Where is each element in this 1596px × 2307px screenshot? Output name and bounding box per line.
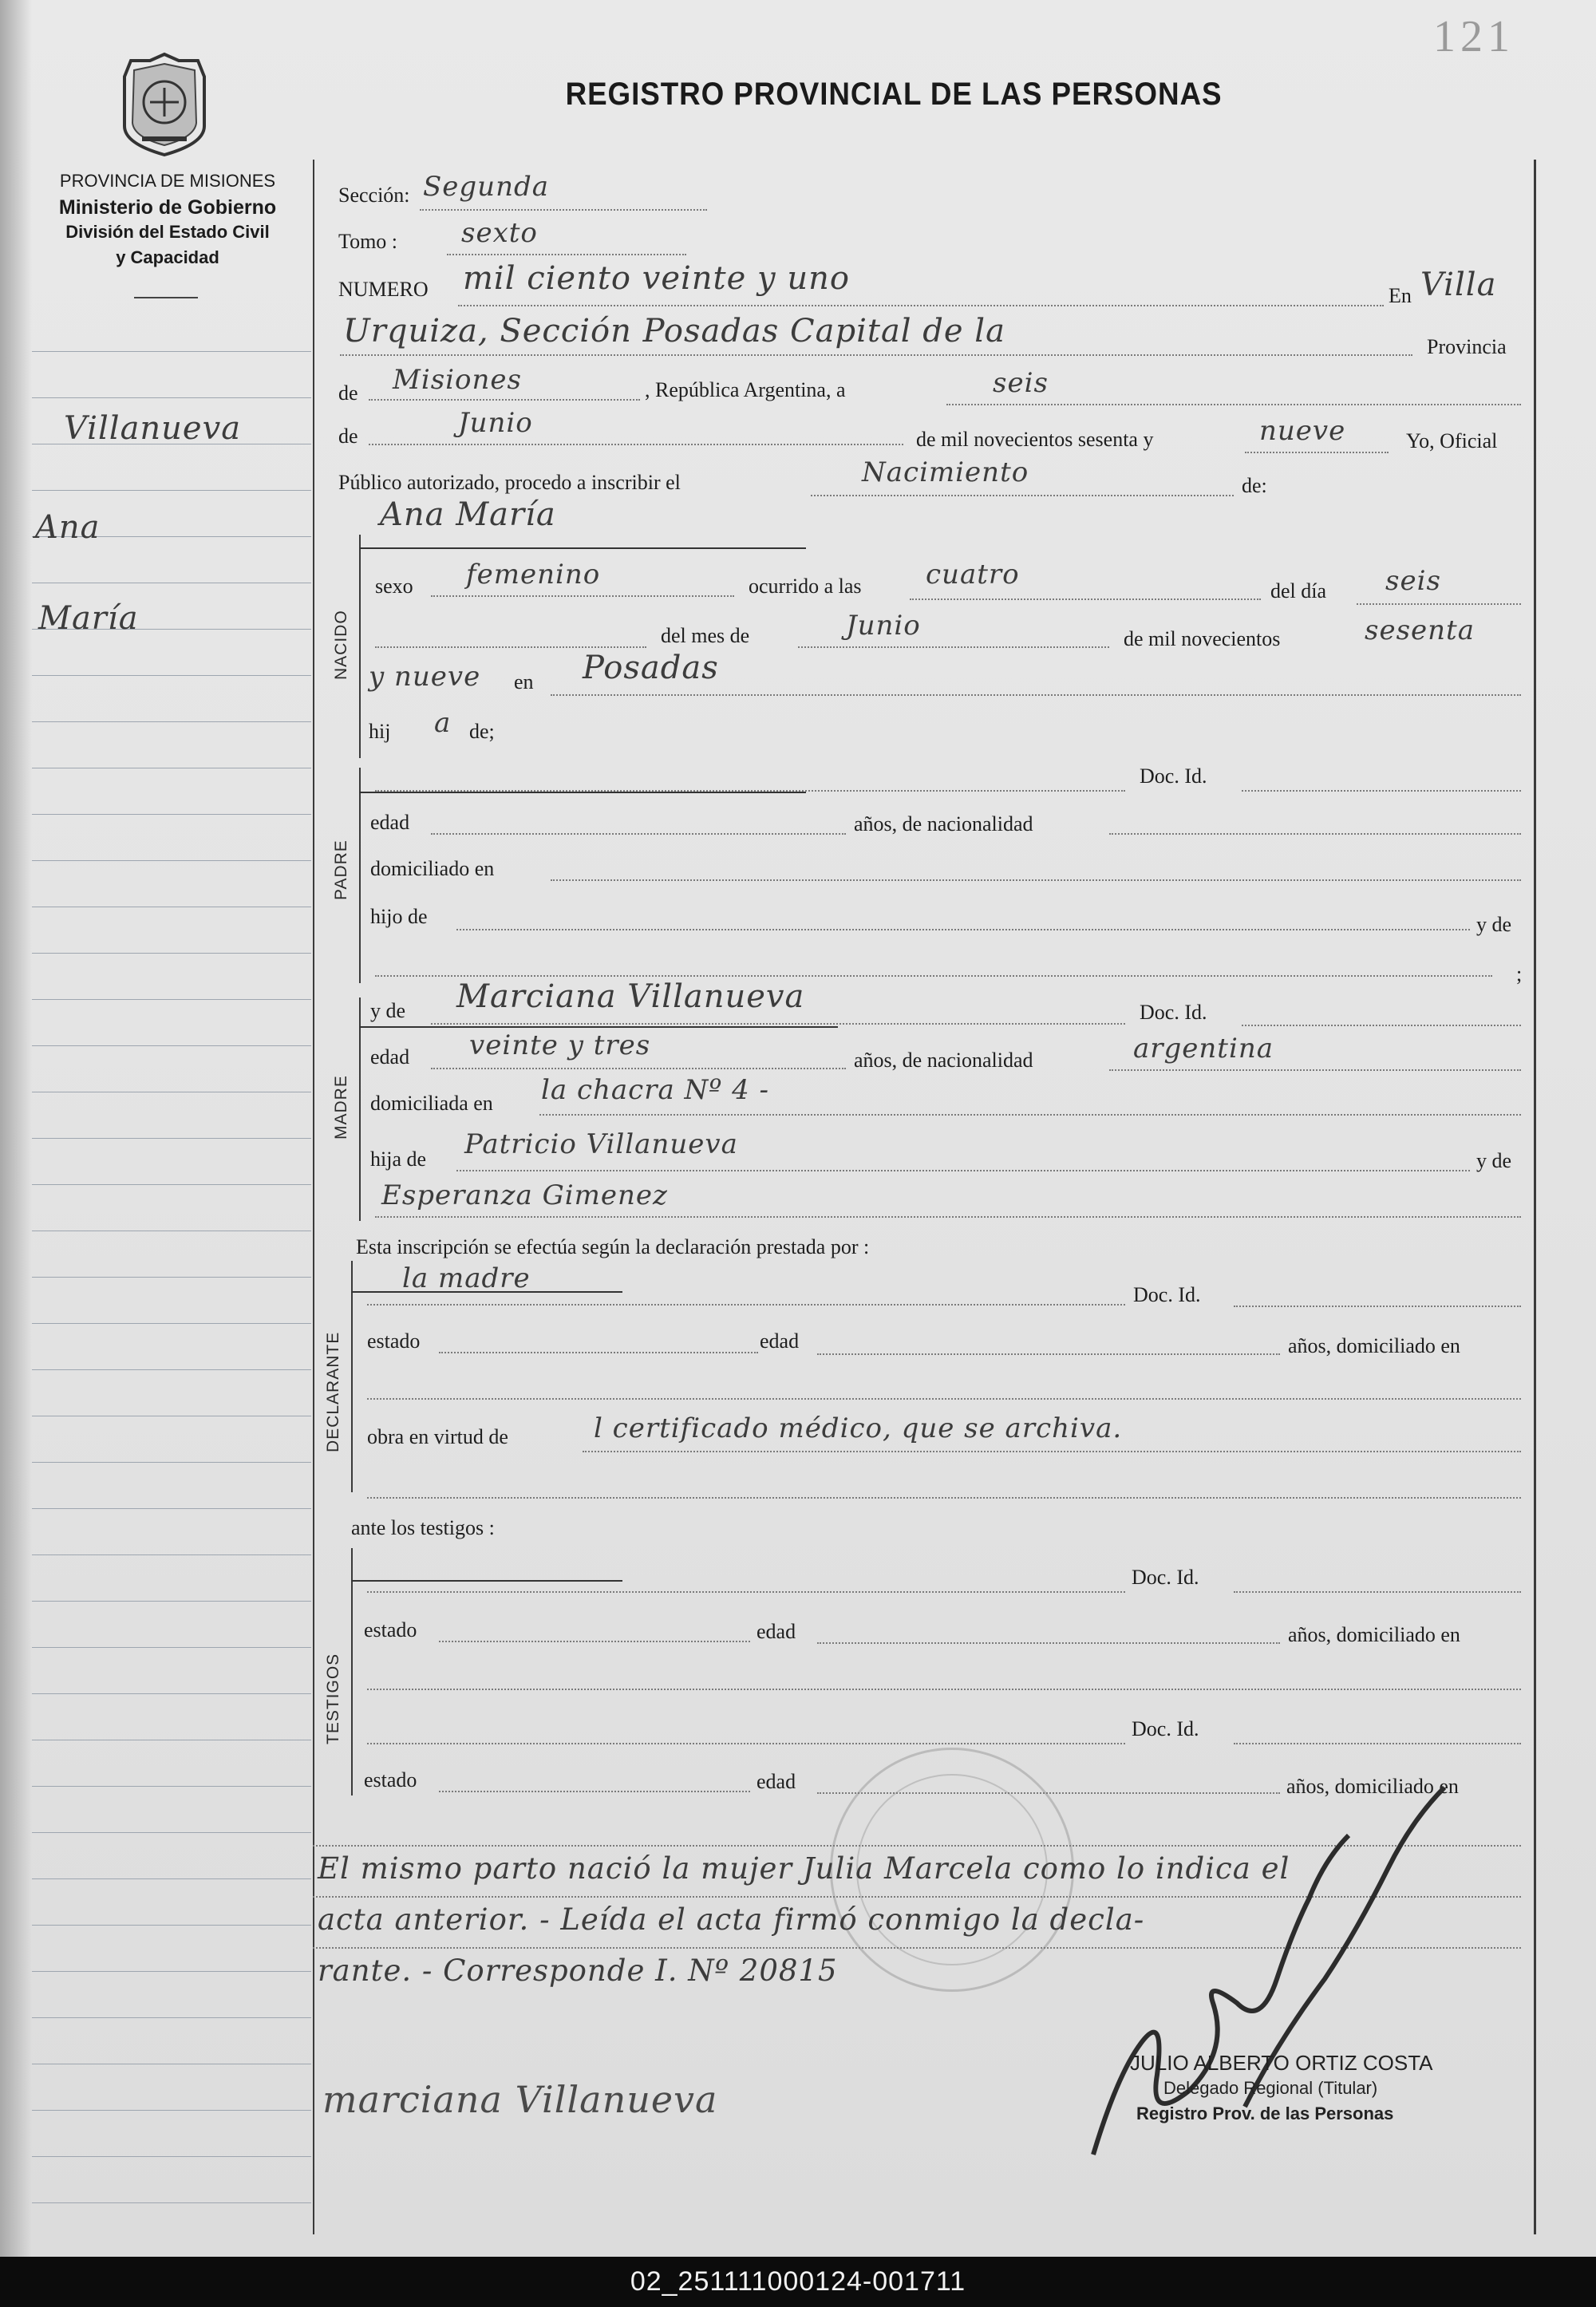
madre-nac-value: argentina <box>1133 1033 1274 1065</box>
fecha-dia-line <box>946 404 1521 405</box>
testigos-section-label: TESTIGOS <box>324 1653 342 1744</box>
margin-ruled-line <box>32 721 311 722</box>
madre-dom-label: domiciliada en <box>370 1092 493 1115</box>
margin-ruled-line <box>32 1462 311 1463</box>
place-line <box>340 354 1412 356</box>
padre-doc-line <box>1242 790 1521 792</box>
numero-value: mil ciento veinte y uno <box>463 260 850 297</box>
right-border <box>1534 160 1536 2234</box>
testigo2-estado-line <box>439 1791 750 1792</box>
testigo1-dom-line <box>367 1689 1521 1690</box>
testigo1-estado-line <box>439 1641 750 1642</box>
testigo1-edad-line <box>817 1642 1280 1644</box>
official-name: JULIO ALBERTO ORTIZ COSTA <box>1130 2051 1433 2075</box>
seccion-label: Sección: <box>338 184 410 207</box>
acto-line <box>811 495 1234 496</box>
en-label: En <box>1389 284 1412 307</box>
testigos-bracket <box>351 1548 353 1795</box>
madre-nombre-line <box>431 1023 1125 1025</box>
padre-doc-label: Doc. Id. <box>1140 764 1207 788</box>
note-line-2: acta anterior. - Leída el acta firmó conmigo la decla- <box>318 1902 1145 1937</box>
padre-dom-label: domiciliado en <box>370 857 495 880</box>
nacido-anio-value: sesenta <box>1365 614 1475 646</box>
declarante-doc-line <box>1234 1306 1521 1307</box>
madre-dom-line <box>539 1114 1521 1116</box>
header-capacity: y Capacidad <box>116 247 219 267</box>
hora-value: cuatro <box>926 559 1020 591</box>
margin-ruled-line <box>32 1601 311 1602</box>
madre-madre-line <box>375 1216 1521 1218</box>
margin-ruled-line <box>32 1369 311 1370</box>
madre-madre-value: Esperanza Gimenez <box>381 1179 668 1211</box>
note-line-1: El mismo parto nació la mujer Julia Marcela como lo indica el <box>318 1851 1290 1886</box>
place-value: Urquiza, Sección Posadas Capital de la <box>343 313 1005 350</box>
madre-edad-line <box>431 1068 846 1069</box>
yo-oficial-label: Yo, Oficial <box>1406 429 1498 452</box>
header-division: División del Estado Civil <box>65 222 270 242</box>
margin-ruled-line <box>32 1971 311 1972</box>
ocurrido-label: ocurrido a las <box>749 575 862 598</box>
madre-padre-value: Patricio Villanueva <box>464 1128 738 1160</box>
header-ministry: Ministerio de Gobierno <box>58 196 277 219</box>
margin-ruled-line <box>32 490 311 491</box>
sexo-line <box>431 595 734 597</box>
nacido-top-rule <box>359 547 806 549</box>
fecha-mes-line <box>369 444 903 445</box>
testigo1-estado-label: estado <box>364 1618 417 1641</box>
official-title-2: Registro Prov. de las Personas <box>1136 2104 1394 2123</box>
margin-ruled-line <box>32 397 311 398</box>
margin-ruled-line <box>32 860 311 861</box>
hij-de-label: de; <box>469 720 495 743</box>
declarante-edad-line <box>817 1353 1280 1355</box>
madre-yde-label: y de <box>370 999 406 1022</box>
padre-nac-line <box>1109 833 1521 835</box>
padre-yde-label: y de <box>1476 913 1512 936</box>
nacido-mes-value: Junio <box>846 610 921 642</box>
declarante-section-label: DECLARANTE <box>324 1331 342 1452</box>
seccion-line <box>420 209 707 211</box>
hij-label: hij <box>369 720 391 743</box>
padre-section-label: PADRE <box>332 839 350 900</box>
margin-ruled-line <box>32 1693 311 1694</box>
madre-hija-label: hija de <box>370 1148 427 1171</box>
margin-ruled-line <box>32 1045 311 1046</box>
official-title-1: Delegado Regional (Titular) <box>1163 2078 1378 2098</box>
lugar-value: Posadas <box>583 650 719 686</box>
declarante-dom-line <box>367 1398 1521 1400</box>
padre-semicolon: ; <box>1516 962 1523 986</box>
declarante-bracket <box>351 1261 353 1492</box>
declarant-signature: marciana Villanueva <box>322 2078 718 2121</box>
declarante-obra-label: obra en virtud de <box>367 1425 508 1448</box>
nacido-dia-line <box>1357 603 1521 605</box>
numero-line <box>458 305 1384 306</box>
header-rule <box>134 297 198 298</box>
testigo1-edad-label: edad <box>757 1620 796 1643</box>
fecha-dia-value: seis <box>993 367 1049 399</box>
republica-label: , República Argentina, a <box>645 378 846 401</box>
madre-edad-value: veinte y tres <box>469 1029 651 1061</box>
madre-top-rule <box>359 1026 838 1028</box>
margin-ruled-line <box>32 2110 311 2111</box>
testigo1-doc-line <box>1234 1591 1521 1593</box>
padre-dom-line <box>551 879 1521 881</box>
testigo2-edad-label: edad <box>757 1770 796 1793</box>
padre-bracket <box>359 768 361 983</box>
madre-doc-label: Doc. Id. <box>1140 1001 1207 1024</box>
fecha-mes-value: Junio <box>458 407 533 439</box>
tomo-line <box>447 254 686 255</box>
sexo-label: sexo <box>375 575 413 598</box>
testigo1-doc-label: Doc. Id. <box>1132 1566 1199 1589</box>
margin-ruled-line <box>32 814 311 815</box>
nacido-dia-value: seis <box>1385 565 1441 597</box>
acto-value: Nacimiento <box>862 456 1029 488</box>
provincia-line <box>369 399 640 401</box>
page-edge-shadow <box>0 0 32 2257</box>
margin-ruled-line <box>32 675 311 676</box>
footer-id: 02_251111000124-001711 <box>630 2266 966 2297</box>
fecha-anio-line <box>1245 452 1389 453</box>
margin-ruled-line <box>32 999 311 1000</box>
margin-ruled-line <box>32 1277 311 1278</box>
nacido-en-label: en <box>514 670 534 693</box>
margin-ruled-line <box>32 2202 311 2203</box>
testigos-intro-label: ante los testigos : <box>351 1516 495 1539</box>
margin-ruled-line <box>32 1508 311 1509</box>
madre-edad-label: edad <box>370 1045 410 1069</box>
de-label-2: de <box>338 425 358 448</box>
padre-yde-line <box>375 975 1492 977</box>
declarante-estado-label: estado <box>367 1329 421 1353</box>
madre-yde2-label: y de <box>1476 1149 1512 1172</box>
declarante-doc-label: Doc. Id. <box>1133 1283 1201 1306</box>
nacido-anio-value-2: y nueve <box>369 661 481 693</box>
provincia-value: Misiones <box>393 364 522 396</box>
margin-ruled-line <box>32 1786 311 1787</box>
margin-ruled-line <box>32 1878 311 1879</box>
declarante-obra-value: l certificado médico, que se archiva. <box>594 1412 1123 1444</box>
padre-hijo-label: hijo de <box>370 905 428 928</box>
nacido-mes-line <box>798 646 1109 648</box>
testigo2-doc-label: Doc. Id. <box>1132 1717 1199 1740</box>
sexo-value: femenino <box>466 559 601 591</box>
margin-ruled-line <box>32 351 311 352</box>
margin-ruled-line <box>32 1925 311 1926</box>
margin-ruled-line <box>32 1832 311 1833</box>
tomo-value: sexto <box>461 217 538 249</box>
madre-nombre-value: Marciana Villanueva <box>456 978 805 1015</box>
padre-name-line <box>375 790 1125 792</box>
testigo1-name-line <box>367 1591 1125 1593</box>
padre-edad-line <box>431 833 846 835</box>
margin-ruled-line <box>32 1184 311 1185</box>
madre-doc-line <box>1242 1025 1521 1026</box>
en-value: Villa <box>1420 267 1497 303</box>
note-line-3: rante. - Corresponde I. Nº 20815 <box>318 1953 838 1988</box>
margin-ruled-line <box>32 1647 311 1648</box>
lugar-line <box>551 694 1521 696</box>
margin-ruled-line <box>32 1138 311 1139</box>
declarante-estado-line <box>439 1352 758 1353</box>
provincia-label: Provincia <box>1427 335 1507 358</box>
del-dia-label: del día <box>1270 579 1327 602</box>
declarante-anios-label: años, domiciliado en <box>1288 1334 1460 1357</box>
declarante-obra-line <box>583 1451 1521 1452</box>
nacido-section-label: NACIDO <box>332 610 350 680</box>
testigo2-anios-label: años, domiciliado en <box>1286 1775 1459 1798</box>
header-province: PROVINCIA DE MISIONES <box>59 171 276 191</box>
testigo1-anios-label: años, domiciliado en <box>1288 1623 1460 1646</box>
document-title: REGISTRO PROVINCIAL DE LAS PERSONAS <box>565 77 1223 112</box>
de2-label: de: <box>1242 474 1267 497</box>
nacido-blank-line <box>375 646 646 648</box>
declarante-edad-label: edad <box>760 1329 800 1353</box>
publico-label: Público autorizado, procedo a inscribir el <box>338 471 681 494</box>
del-mes-label: del mes de <box>661 624 750 647</box>
madre-nac-line <box>1109 1069 1521 1071</box>
declarante-por-value: la madre <box>402 1262 531 1294</box>
footer-bar <box>0 2257 1596 2307</box>
madre-nac-label: años, de nacionalidad <box>854 1049 1033 1072</box>
margin-ruled-line <box>32 1554 311 1555</box>
mil-label: de mil novecientos <box>1124 627 1281 650</box>
de-label: de <box>338 381 358 405</box>
anio-label: de mil novecientos sesenta y <box>916 428 1154 451</box>
tomo-label: Tomo : <box>338 230 398 253</box>
margin-surname: Villanueva <box>64 410 242 447</box>
nacido-bracket <box>359 535 361 758</box>
hora-line <box>910 598 1261 600</box>
seccion-value: Segunda <box>423 171 550 203</box>
padre-hijo-line <box>456 929 1470 930</box>
fecha-anio-value: nueve <box>1259 415 1346 447</box>
testigos-top-rule <box>351 1580 622 1582</box>
declarante-por-line <box>367 1304 1125 1306</box>
margin-ruled-line <box>32 2017 311 2018</box>
coat-of-arms-seal-icon <box>118 49 211 160</box>
margin-ruled-line <box>32 953 311 954</box>
padre-nac-label: años, de nacionalidad <box>854 812 1033 835</box>
madre-bracket <box>359 997 361 1221</box>
page-number: 121 <box>1433 12 1515 61</box>
hij-suffix: a <box>434 707 452 739</box>
margin-given-name-1: Ana <box>35 509 101 546</box>
margin-given-name-2: María <box>38 600 139 637</box>
madre-padre-line <box>456 1170 1470 1171</box>
nombre-value: Ana María <box>380 496 556 533</box>
testigo2-name-line <box>367 1743 1125 1744</box>
declarante-extra-line <box>367 1497 1521 1499</box>
margin-divider <box>313 160 314 2234</box>
madre-dom-value: la chacra Nº 4 - <box>541 1074 770 1106</box>
numero-label: NUMERO <box>338 278 429 301</box>
margin-ruled-line <box>32 1323 311 1324</box>
margin-ruled-line <box>32 2156 311 2157</box>
madre-section-label: MADRE <box>332 1075 350 1140</box>
testigo2-estado-label: estado <box>364 1768 417 1791</box>
padre-top-rule <box>359 792 806 793</box>
declarante-intro-label: Esta inscripción se efectúa según la declaración prestada por : <box>356 1235 870 1258</box>
padre-edad-label: edad <box>370 811 410 834</box>
